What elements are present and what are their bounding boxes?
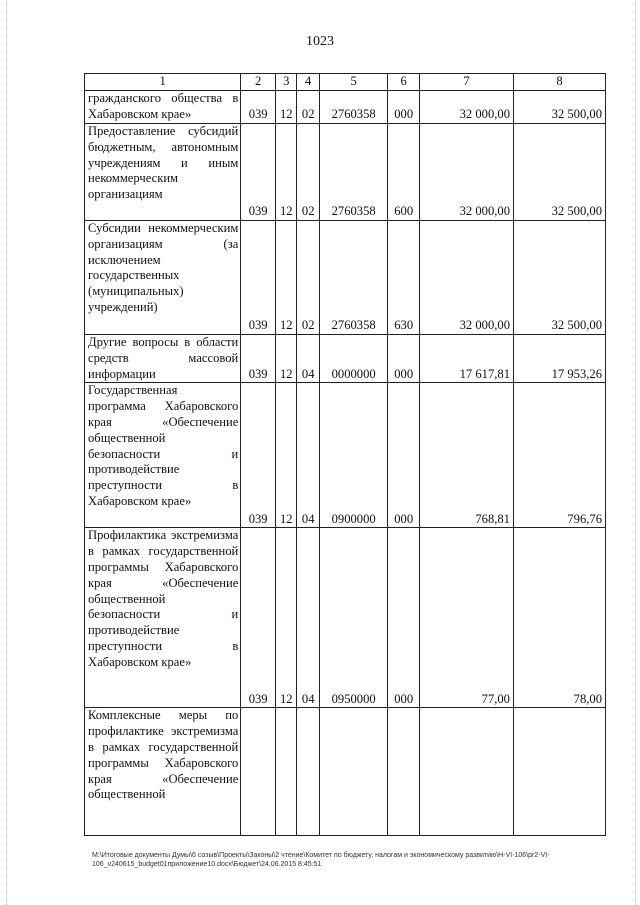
cell-subsection: 02 xyxy=(297,91,319,124)
cell-subsection xyxy=(297,708,319,836)
cell-type: 000 xyxy=(388,528,420,708)
budget-table xyxy=(84,73,606,836)
left-margin-line xyxy=(6,0,8,905)
cell-section: 12 xyxy=(276,221,297,335)
row-name: Предоставление субсидий бюджетным, автономным учреждениям и иным некоммерческим организациям xyxy=(85,124,241,221)
page-number: 1023 xyxy=(306,34,334,49)
column-header: 1 xyxy=(85,74,241,91)
document-path-footer: M:\Итоговые документы Думы\6 созыв\Проекты\Законы\2 чтение\Комитет по бюджету, налогам и экономическому развитию\Н-VI-106\pr2-VI-106_v240615_budget01приложение10.docx\Бюджет\24.06.2015 8:45:51 xyxy=(92,852,550,868)
cell-code: 039 xyxy=(241,528,276,708)
cell-target xyxy=(319,708,387,836)
column-header: 5 xyxy=(319,74,387,91)
cell-amount-2017: 32 500,00 xyxy=(513,91,605,124)
cell-code: 039 xyxy=(241,383,276,528)
cell-section: 12 xyxy=(276,91,297,124)
cell-amount-2017: 17 953,26 xyxy=(513,335,605,383)
column-header: 3 xyxy=(276,74,297,91)
cell-subsection: 02 xyxy=(297,221,319,335)
cell-type: 600 xyxy=(388,124,420,221)
column-header: 7 xyxy=(420,74,514,91)
cell-amount-2016: 32 000,00 xyxy=(420,91,514,124)
cell-target: 0950000 xyxy=(319,528,387,708)
cell-target: 2760358 xyxy=(319,91,387,124)
right-margin-line xyxy=(635,0,637,905)
cell-subsection: 02 xyxy=(297,124,319,221)
column-header: 6 xyxy=(388,74,420,91)
row-name: Профилактика экстремизма в рамках государственной программы Хабаровского края «Обеспечение общественной безопасности и противодействие преступности в Хабаровском крае» xyxy=(85,528,241,708)
row-name: гражданского общества в Хабаровском крае» xyxy=(85,91,241,124)
cell-code: 039 xyxy=(241,335,276,383)
cell-type: 630 xyxy=(388,221,420,335)
cell-amount-2016: 32 000,00 xyxy=(420,221,514,335)
cell-code: 039 xyxy=(241,124,276,221)
cell-amount-2016: 77,00 xyxy=(420,528,514,708)
cell-amount-2017: 32 500,00 xyxy=(513,124,605,221)
table-row xyxy=(85,528,606,708)
row-name: Субсидии некоммерческим организациям (за исключением государственных (муниципальных) учреждений) xyxy=(85,221,241,335)
row-name: Другие вопросы в области средств массовой информации xyxy=(85,335,241,383)
table-row xyxy=(85,708,606,836)
cell-type: 000 xyxy=(388,383,420,528)
cell-amount-2017: 796,76 xyxy=(513,383,605,528)
table-header-row xyxy=(85,74,606,91)
table-row xyxy=(85,383,606,528)
table-row xyxy=(85,91,606,124)
cell-target: 2760358 xyxy=(319,124,387,221)
cell-type: 000 xyxy=(388,335,420,383)
cell-amount-2017 xyxy=(513,708,605,836)
table-row xyxy=(85,124,606,221)
row-name: Комплексные меры по профилактике экстремизма в рамках государственной программы Хабаровского края «Обеспечение общественной xyxy=(85,708,241,836)
column-header: 2 xyxy=(241,74,276,91)
cell-amount-2016 xyxy=(420,708,514,836)
cell-type xyxy=(388,708,420,836)
table-row xyxy=(85,221,606,335)
table-row xyxy=(85,335,606,383)
cell-target: 2760358 xyxy=(319,221,387,335)
cell-amount-2016: 768,81 xyxy=(420,383,514,528)
cell-type: 000 xyxy=(388,91,420,124)
cell-subsection: 04 xyxy=(297,528,319,708)
cell-section: 12 xyxy=(276,383,297,528)
column-header: 4 xyxy=(297,74,319,91)
cell-code: 039 xyxy=(241,221,276,335)
cell-amount-2016: 32 000,00 xyxy=(420,124,514,221)
cell-target: 0000000 xyxy=(319,335,387,383)
cell-amount-2016: 17 617,81 xyxy=(420,335,514,383)
cell-section: 12 xyxy=(276,124,297,221)
cell-target: 0900000 xyxy=(319,383,387,528)
cell-amount-2017: 32 500,00 xyxy=(513,221,605,335)
cell-section: 12 xyxy=(276,528,297,708)
cell-section xyxy=(276,708,297,836)
column-header: 8 xyxy=(513,74,605,91)
cell-subsection: 04 xyxy=(297,383,319,528)
row-name: Государственная программа Хабаровского края «Обеспечение общественной безопасности и противодействие преступности в Хабаровском крае» xyxy=(85,383,241,528)
cell-section: 12 xyxy=(276,335,297,383)
cell-subsection: 04 xyxy=(297,335,319,383)
cell-code xyxy=(241,708,276,836)
cell-amount-2017: 78,00 xyxy=(513,528,605,708)
cell-code: 039 xyxy=(241,91,276,124)
